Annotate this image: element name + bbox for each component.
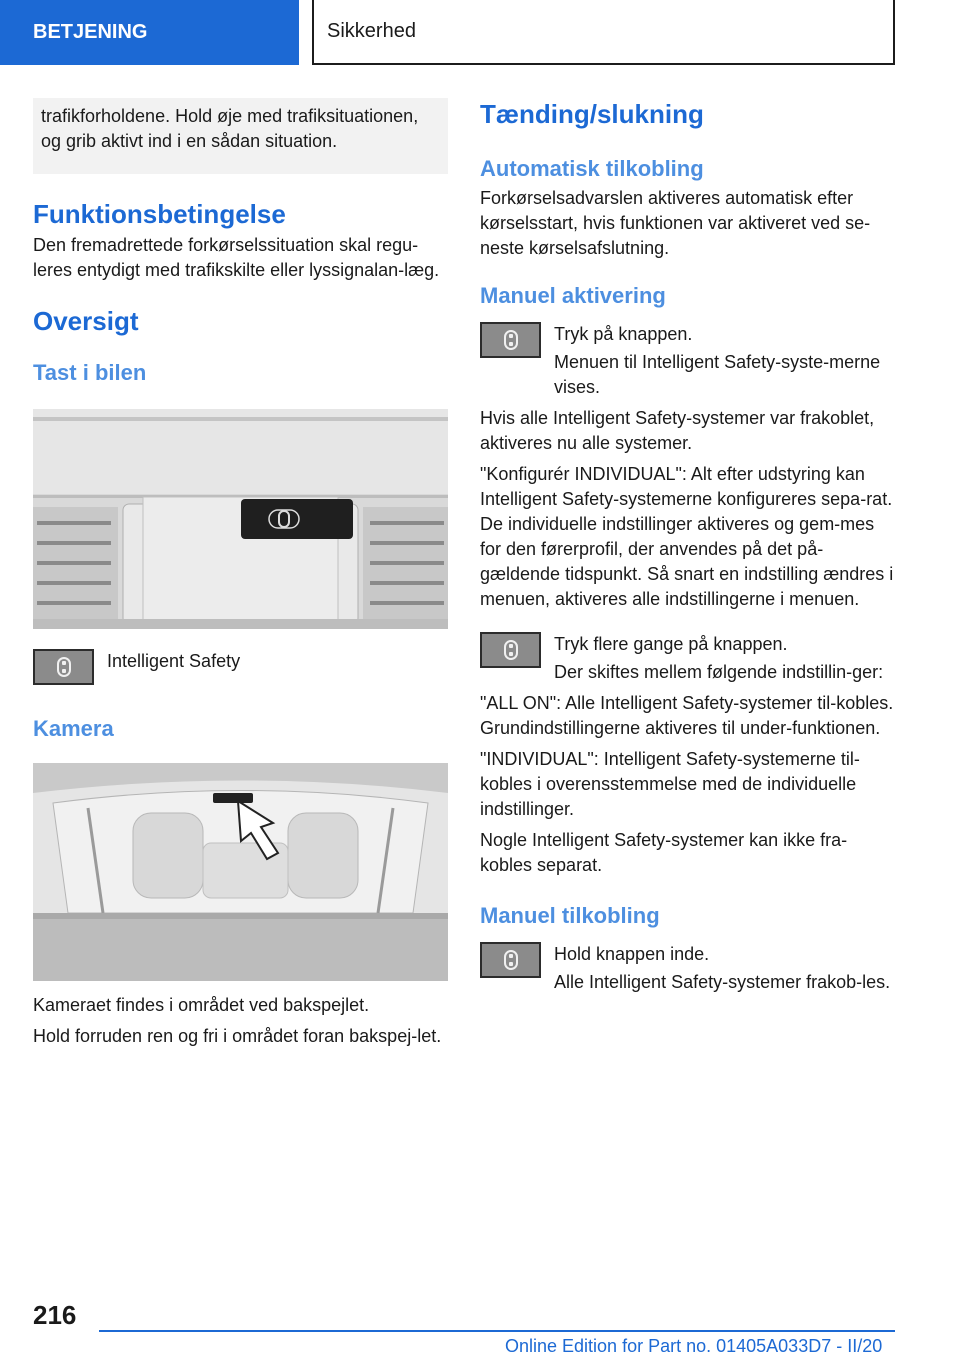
individual-text: "INDIVIDUAL": Intelligent Safety-systemerne til-kobles i overensstemmelse med de individuelle indstillinger. <box>480 749 860 819</box>
dashboard-image <box>33 409 448 629</box>
til-step-1: Hold knappen inde. <box>554 944 710 964</box>
camera-image <box>33 763 448 981</box>
dashboard-illustration <box>33 409 448 629</box>
intelligent-safety-button-icon <box>33 649 94 685</box>
chapter-title: Sikkerhed <box>327 20 416 42</box>
left-column <box>33 98 448 1049</box>
nogle-text: Nogle Intelligent Safety-systemer kan ikke fra-kobles separat. <box>480 830 848 875</box>
chapter-box <box>312 0 895 65</box>
right-column <box>480 98 895 995</box>
tast-heading: Tast i bilen <box>33 360 147 385</box>
oversigt-heading: Oversigt <box>33 306 139 336</box>
kamera-heading: Kamera <box>33 716 114 741</box>
flere-step-1: Tryk flere gange på knappen. <box>554 634 788 654</box>
kamera-text-2: Hold forruden ren og fri i området foran bakspej-let. <box>33 1026 442 1046</box>
warning-box <box>33 98 448 174</box>
auto-text: Forkørselsadvarslen aktiveres automatisk efter kørselsstart, hvis funktionen var aktiveret ved se-neste kørselsafslutning. <box>480 188 871 258</box>
intelligent-safety-button-icon <box>480 322 541 358</box>
kamera-text-1: Kameraet findes i området ved bakspejlet. <box>33 995 370 1015</box>
intelligent-safety-button-icon <box>480 942 541 978</box>
akt-step-2: Menuen til Intelligent Safety-syste-merne vises. <box>554 352 881 397</box>
akt-text-2: "Konfigurér INDIVIDUAL": Alt efter udstyring kan Intelligent Safety-systemerne konfigureres sepa-rat. De individuelle indstillinger aktiveres og gem-mes for den førerprofil, der anvendes på det på-gældende tidspunkt. Så snart en indstilling ændres i menuen, aktiveres alle indstillingerne i menuen. <box>480 464 894 609</box>
manuel-tilkobling-heading: Manuel tilkobling <box>480 903 660 928</box>
auto-heading: Automatisk tilkobling <box>480 156 704 181</box>
allon-text: "ALL ON": Alle Intelligent Safety-systemer til-kobles. Grundindstillingerne aktiveres til under-funktionen. <box>480 693 894 738</box>
manuel-aktivering-heading: Manuel aktivering <box>480 283 666 308</box>
funktion-heading: Funktionsbetingelse <box>33 199 286 229</box>
edition-text: Online Edition for Part no. 01405A033D7 - II/20 <box>505 1336 883 1356</box>
intelligent-safety-row <box>33 649 448 685</box>
warning-text: trafikforholdene. Hold øje med trafiksituationen, og grib aktivt ind i en sådan situation. <box>41 106 419 151</box>
funktion-text: Den fremadrettede forkørselssituation skal regu-leres entydigt med trafikskilte eller lyssignalan-læg. <box>33 235 440 280</box>
intelligent-safety-button-icon <box>480 632 541 668</box>
page-number: 216 <box>33 1300 77 1330</box>
flere-step-2: Der skiftes mellem følgende indstillin-ger: <box>554 662 884 682</box>
akt-text-1: Hvis alle Intelligent Safety-systemer var frakoblet, aktiveres nu alle systemer. <box>480 408 875 453</box>
section-title: BETJENING <box>33 21 148 43</box>
akt-step-1: Tryk på knappen. <box>554 324 693 344</box>
intelligent-safety-label: Intelligent Safety <box>107 651 241 671</box>
section-tab <box>0 0 299 65</box>
taending-heading: Tænding/slukning <box>480 99 704 129</box>
footer-divider <box>99 1330 895 1332</box>
til-step-2: Alle Intelligent Safety-systemer frakob-les. <box>554 972 891 992</box>
camera-illustration <box>33 763 448 981</box>
